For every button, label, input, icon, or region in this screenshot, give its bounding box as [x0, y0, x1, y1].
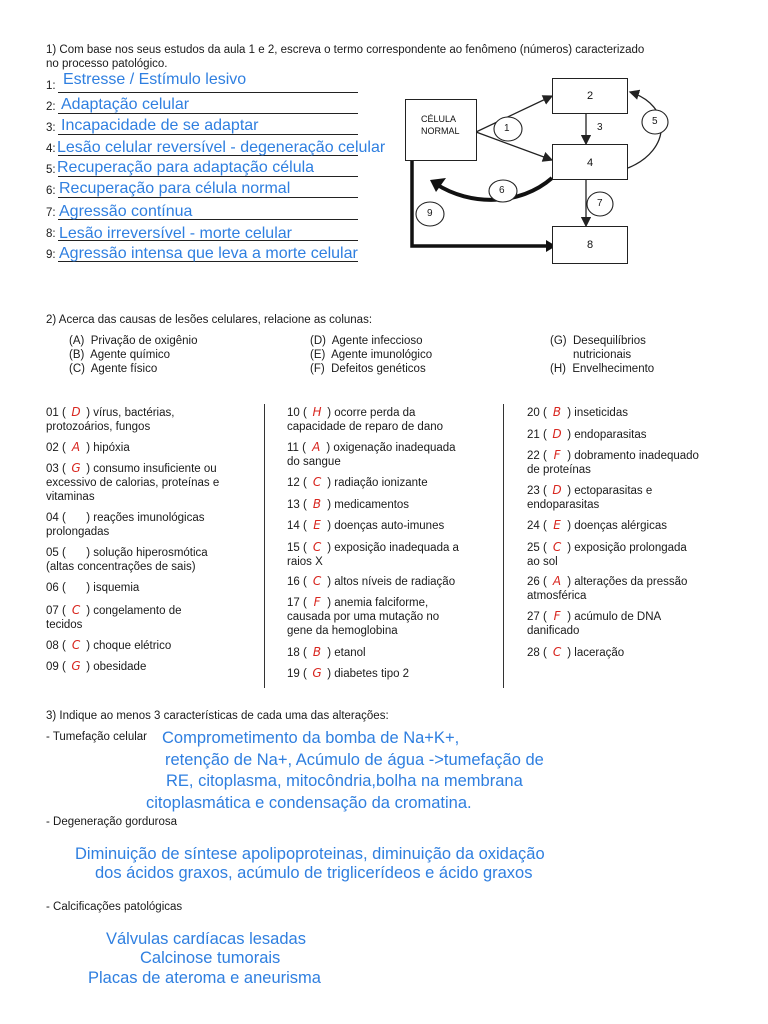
- answer-calcificacoes-line3[interactable]: Placas de ateroma e aneurisma: [88, 969, 321, 987]
- match-item: 13 ( B ) medicamentos: [287, 497, 410, 511]
- box-8-label: 8: [586, 239, 594, 251]
- match-item: 06 ( ) isquemia: [46, 582, 140, 594]
- answer-calcificacoes-line1[interactable]: Válvulas cardíacas lesadas: [106, 930, 306, 948]
- answer-tumefacao-line1[interactable]: Comprometimento da bomba de Na+K+,: [162, 729, 460, 747]
- answer-letter[interactable]: E: [313, 518, 321, 532]
- answer-tumefacao-line4[interactable]: citoplasmática e condensação da cromatina.: [146, 794, 472, 812]
- cause-d: (D) Agente infeccioso: [310, 335, 423, 347]
- q1-answer[interactable]: Agressão intensa que leva a morte celular: [59, 245, 358, 262]
- answer-letter[interactable]: D: [71, 405, 81, 419]
- match-item: 24 ( E ) doenças alérgicas: [527, 518, 667, 532]
- match-item: 27 ( F ) acúmulo de DNA danificado: [527, 609, 662, 637]
- answer-letter[interactable]: B: [312, 497, 322, 511]
- cause-c: (C) Agente físico: [69, 363, 158, 375]
- match-item: 02 ( A ) hipóxia: [46, 440, 130, 454]
- answer-tumefacao-line3[interactable]: RE, citoplasma, mitocôndria,bolha na membrana: [166, 772, 523, 790]
- answer-letter[interactable]: F: [313, 595, 321, 609]
- box-4-label: 4: [586, 157, 594, 169]
- match-item: 05 ( ) solução hiperosmótica (altas concentrações de sais): [46, 547, 208, 573]
- column-divider: [503, 404, 504, 688]
- match-item: 07 ( C ) congelamento de tecidos: [46, 603, 182, 631]
- match-item: 14 ( E ) doenças auto-imunes: [287, 518, 445, 532]
- box-2-label: 2: [586, 90, 594, 102]
- answer-degeneracao-line2[interactable]: dos ácidos graxos, acúmulo de triglicerídeos e ácido graxos: [95, 864, 533, 882]
- cause-g: (G) Desequilíbrios: [550, 335, 646, 347]
- q1-prompt-line1: 1) Com base nos seus estudos da aula 1 e 2, escreva o termo correspondente ao fenômeno (números) caracterizado: [46, 44, 645, 56]
- answer-letter[interactable]: C: [312, 574, 322, 588]
- cause-a: (A) Privação de oxigênio: [69, 335, 198, 347]
- answer-letter[interactable]: F: [553, 609, 561, 623]
- diagram-circles: [0, 0, 768, 300]
- match-item: 23 ( D ) ectoparasitas e endoparasitas: [527, 483, 653, 511]
- match-item: 10 ( H ) ocorre perda da capacidade de reparo de dano: [287, 405, 444, 433]
- match-item: 25 ( C ) exposição prolongada ao sol: [527, 540, 687, 568]
- q1-answer[interactable]: Lesão irreversível - morte celular: [59, 225, 292, 242]
- answer-letter[interactable]: G: [71, 461, 81, 475]
- section-label-degeneracao: - Degeneração gordurosa: [46, 816, 178, 828]
- answer-letter[interactable]: D: [552, 483, 562, 497]
- section-label-calcificacoes: - Calcificações patológicas: [46, 901, 183, 913]
- q1-num: 8:: [46, 228, 56, 240]
- match-item: 08 ( C ) choque elétrico: [46, 638, 172, 652]
- match-item: 26 ( A ) alterações da pressão atmosférica: [527, 574, 688, 602]
- cell-normal-label-2: NORMAL: [421, 126, 460, 136]
- q1-answer[interactable]: Estresse / Estímulo lesivo: [63, 71, 247, 88]
- cause-e: (E) Agente imunológico: [310, 349, 433, 361]
- q1-answer[interactable]: Lesão celular reversível - degeneração celular: [57, 139, 386, 156]
- match-item: 09 ( G ) obesidade: [46, 659, 147, 673]
- answer-degeneracao-line1[interactable]: Diminuição de síntese apolipoproteinas, diminuição da oxidação: [75, 845, 545, 863]
- q1-answer[interactable]: Recuperação para célula normal: [59, 180, 291, 197]
- q1-answer[interactable]: Recuperação para adaptação célula: [57, 159, 315, 176]
- label-5: 5: [652, 116, 658, 127]
- q1-num: 2:: [46, 101, 56, 113]
- match-item: 18 ( B ) etanol: [287, 645, 366, 659]
- match-item: 12 ( C ) radiação ionizante: [287, 475, 428, 489]
- match-item: 15 ( C ) exposição inadequada a raios X: [287, 540, 459, 568]
- q1-num: 4:: [46, 143, 56, 155]
- answer-letter[interactable]: G: [71, 659, 81, 673]
- answer-letter[interactable]: E: [553, 518, 561, 532]
- answer-letter[interactable]: B: [552, 405, 562, 419]
- match-item: 28 ( C ) laceração: [527, 645, 625, 659]
- label-1: 1: [504, 123, 510, 134]
- answer-letter[interactable]: D: [552, 427, 562, 441]
- match-item: 16 ( C ) altos níveis de radiação: [287, 574, 456, 588]
- match-item: 19 ( G ) diabetes tipo 2: [287, 666, 410, 680]
- q1-num: 6:: [46, 185, 56, 197]
- q1-num: 1:: [46, 80, 56, 92]
- label-3: 3: [597, 122, 603, 133]
- answer-letter[interactable]: H: [312, 405, 322, 419]
- q1-prompt-line2: no processo patológico.: [46, 58, 168, 70]
- match-item: 20 ( B ) inseticidas: [527, 405, 628, 419]
- answer-letter[interactable]: A: [312, 440, 321, 454]
- match-item: 22 ( F ) dobramento inadequado de proteínas: [527, 448, 699, 476]
- match-item: 17 ( F ) anemia falciforme, causada por uma mutação no gene da hemoglobina: [287, 595, 440, 637]
- answer-letter[interactable]: B: [312, 645, 322, 659]
- cell-normal-label-1: CÉLULA: [421, 114, 457, 124]
- answer-letter[interactable]: F: [553, 448, 561, 462]
- q1-num: 3:: [46, 122, 56, 134]
- answer-letter[interactable]: A: [71, 440, 81, 454]
- answer-letter[interactable]: C: [71, 603, 81, 617]
- cause-g-cont: nutricionais: [573, 349, 632, 361]
- column-divider: [264, 404, 265, 688]
- match-item: 01 ( D ) vírus, bactérias, protozoários, fungos: [46, 405, 175, 433]
- answer-letter[interactable]: C: [552, 540, 562, 554]
- match-item: 21 ( D ) endoparasitas: [527, 427, 647, 441]
- label-6: 6: [499, 185, 505, 196]
- section-label-tumefacao: - Tumefação celular: [46, 731, 147, 743]
- cause-h: (H) Envelhecimento: [550, 363, 655, 375]
- q1-num: 5:: [46, 164, 56, 176]
- label-9: 9: [427, 208, 433, 219]
- cause-f: (F) Defeitos genéticos: [310, 363, 426, 375]
- q1-answer[interactable]: Agressão contínua: [59, 203, 193, 220]
- answer-letter[interactable]: A: [552, 574, 562, 588]
- q1-answer[interactable]: Incapacidade de se adaptar: [61, 117, 259, 134]
- match-item: 11 ( A ) oxigenação inadequada do sangue: [287, 440, 456, 468]
- q1-answer[interactable]: Adaptação celular: [61, 96, 190, 113]
- answer-letter[interactable]: C: [312, 540, 322, 554]
- cause-b: (B) Agente químico: [69, 349, 171, 361]
- match-item: 03 ( G ) consumo insuficiente ou excessivo de calorias, proteínas e vitaminas: [46, 461, 220, 503]
- answer-letter[interactable]: G: [312, 666, 322, 680]
- answer-letter[interactable]: C: [312, 475, 322, 489]
- answer-tumefacao-line2[interactable]: retenção de Na+, Acúmulo de água ->tumefação de: [165, 751, 544, 769]
- answer-calcificacoes-line2[interactable]: Calcinose tumorais: [140, 949, 281, 967]
- answer-letter[interactable]: C: [71, 638, 81, 652]
- q3-prompt: 3) Indique ao menos 3 características de cada uma das alterações:: [46, 710, 389, 722]
- answer-letter[interactable]: C: [552, 645, 562, 659]
- q1-num: 7:: [46, 207, 56, 219]
- label-7: 7: [597, 198, 603, 209]
- q2-prompt: 2) Acerca das causas de lesões celulares, relacione as colunas:: [46, 314, 373, 326]
- q1-num: 9:: [46, 249, 56, 261]
- match-item: 04 ( ) reações imunológicas prolongadas: [46, 512, 205, 538]
